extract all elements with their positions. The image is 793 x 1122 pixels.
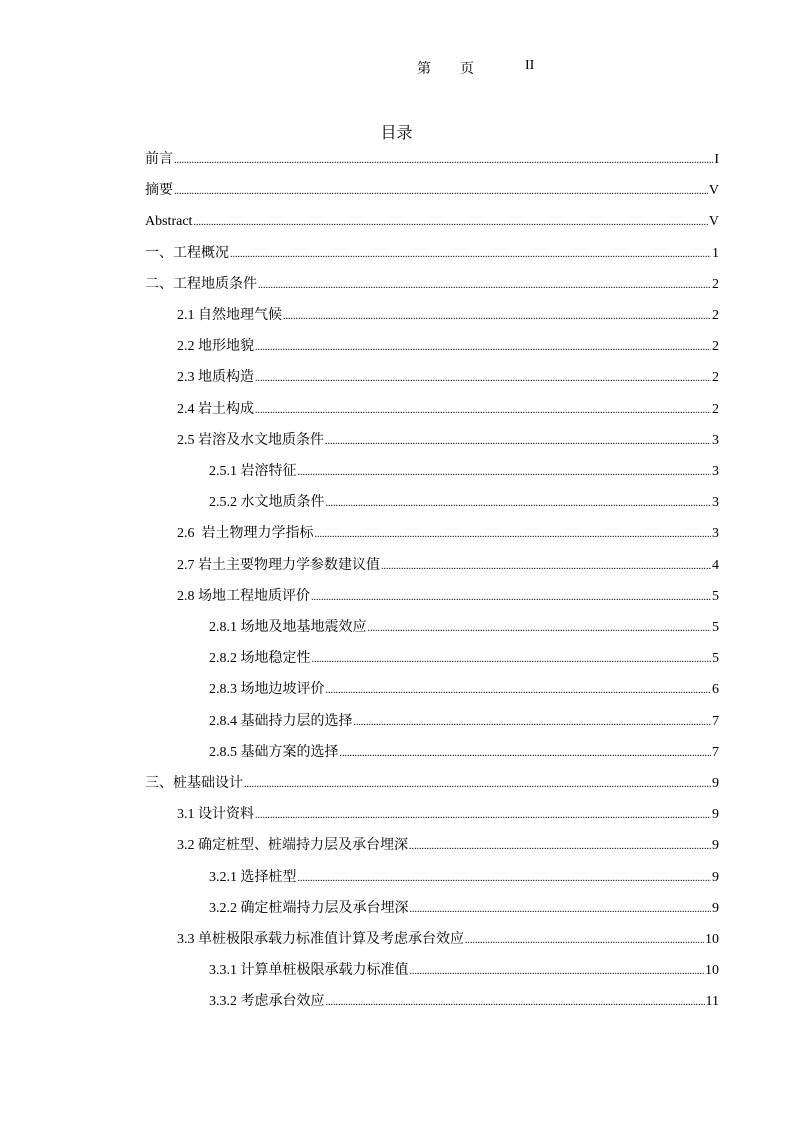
toc-dot-leader — [409, 835, 711, 859]
toc-entry-label: 摘要 — [145, 183, 173, 199]
toc-dot-leader — [368, 617, 712, 641]
toc-entry-page: 7 — [712, 713, 719, 729]
toc-entry-page: 9 — [712, 807, 719, 823]
toc-entry[interactable] — [209, 741, 719, 765]
toc-dot-leader — [255, 804, 711, 828]
toc-dot-leader — [193, 211, 707, 235]
toc-entry-label: 2.8.3 场地边坡评价 — [209, 682, 325, 698]
toc-dot-leader — [255, 399, 711, 423]
toc-entry-label: 2.8.1 场地及地基地震效应 — [209, 620, 367, 635]
toc-dot-leader — [244, 773, 711, 797]
toc-entry-label: 3.3 单桩极限承载力标准值计算及考虑承台效应 — [177, 932, 464, 947]
toc-dot-leader — [326, 991, 705, 1015]
toc-entry-label: 3.2.1 选择桩型 — [209, 869, 297, 885]
toc-entry-page: 9 — [712, 869, 719, 885]
toc-entry-page: 3 — [712, 495, 719, 511]
toc-dot-leader — [325, 430, 711, 454]
toc-dot-leader — [283, 305, 711, 329]
toc-dot-leader — [174, 180, 708, 204]
toc-entry-label: 2.4 岩土构成 — [177, 401, 254, 417]
toc-entry-label: 2.5.2 水文地质条件 — [209, 495, 325, 511]
toc-entry[interactable] — [145, 273, 719, 297]
page-header — [0, 58, 793, 80]
toc-entry[interactable] — [209, 460, 719, 484]
toc-dot-leader — [312, 648, 712, 672]
toc-entry[interactable] — [145, 242, 719, 266]
toc-entry-label: 前言 — [145, 152, 173, 167]
toc-entry[interactable] — [209, 866, 719, 890]
toc-entry[interactable] — [145, 210, 719, 234]
toc-entry-page: 1 — [712, 245, 719, 261]
toc-entry-label: 3.3.1 计算单桩极限承载力标准值 — [209, 963, 409, 979]
toc-entry[interactable] — [145, 772, 719, 796]
toc-entry-label: 2.5 岩溶及水文地质条件 — [177, 432, 324, 448]
toc-dot-leader — [410, 960, 705, 984]
toc-title: 目录 — [380, 125, 413, 142]
toc-entry-label: 2.5.1 岩溶特征 — [209, 464, 297, 479]
toc-entry-page: V — [708, 183, 719, 199]
toc-entry[interactable] — [209, 616, 719, 640]
toc-entry[interactable] — [209, 647, 719, 671]
toc-entry-page: 4 — [712, 557, 719, 573]
toc-entry-page: 5 — [712, 651, 719, 667]
toc-entry-page: 2 — [712, 401, 719, 417]
toc-entry-page: 11 — [705, 994, 719, 1010]
toc-entry-label: 二、工程地质条件 — [145, 276, 257, 292]
toc-entry-label: 3.2.2 确定桩端持力层及承台埋深 — [209, 900, 409, 916]
toc-entry-page: 3 — [712, 464, 719, 479]
toc-entry-label: 2.8 场地工程地质评价 — [177, 588, 310, 604]
toc-entry-label: 3.2 确定桩型、桩端持力层及承台埋深 — [177, 838, 408, 854]
toc-entry[interactable] — [177, 304, 719, 328]
toc-dot-leader — [298, 461, 712, 485]
toc-entry[interactable] — [177, 366, 719, 390]
toc-entry-label: Abstract — [145, 214, 193, 230]
toc-entry-page: 3 — [712, 432, 719, 448]
toc-entry-label: 一、工程概况 — [145, 245, 229, 261]
toc-entry[interactable] — [177, 834, 719, 858]
toc-entry-page: 6 — [712, 682, 719, 698]
toc-dot-leader — [298, 867, 712, 891]
toc-dot-leader — [174, 149, 713, 173]
header-page-number: II — [525, 58, 535, 73]
toc-entry-page: 9 — [712, 776, 719, 791]
toc-entry-page: 9 — [712, 900, 719, 916]
toc-entry[interactable] — [209, 959, 719, 983]
toc-entry[interactable] — [177, 928, 719, 952]
toc-dot-leader — [258, 274, 711, 298]
toc-entry-label: 2.8.2 场地稳定性 — [209, 651, 311, 667]
toc-entry[interactable] — [209, 678, 719, 702]
toc-entry-page: 5 — [712, 620, 719, 635]
toc-entry[interactable] — [177, 522, 719, 546]
toc-entry[interactable] — [209, 990, 719, 1014]
toc-entry-label: 2.8.4 基础持力层的选择 — [209, 713, 353, 729]
toc-entry[interactable] — [177, 429, 719, 453]
toc-entry-page: 3 — [712, 526, 719, 542]
toc-entry-label: 2.1 自然地理气候 — [177, 308, 282, 323]
header-ye: 页 — [460, 62, 474, 77]
toc-entry-page: 10 — [705, 932, 719, 947]
toc-entry-page: 9 — [712, 838, 719, 854]
toc-dot-leader — [230, 243, 711, 267]
toc-entry[interactable] — [177, 585, 719, 609]
toc-entry[interactable] — [145, 179, 719, 203]
toc-dot-leader — [255, 367, 711, 391]
toc-dot-leader — [326, 492, 712, 516]
toc-entry[interactable] — [209, 491, 719, 515]
toc-entry-page: 5 — [712, 588, 719, 604]
toc-entry-page: 10 — [705, 963, 719, 979]
toc-entry-label: 2.2 地形地貌 — [177, 339, 254, 355]
toc-entry-page: 2 — [712, 339, 719, 355]
toc-entry-label: 2.6 岩土物理力学指标 — [177, 526, 314, 542]
toc-dot-leader — [381, 555, 711, 579]
toc-entry-page: V — [708, 214, 719, 230]
toc-entry[interactable] — [177, 554, 719, 578]
toc-dot-leader — [410, 898, 712, 922]
toc-entry[interactable] — [209, 710, 719, 734]
toc-entry-label: 2.7 岩土主要物理力学参数建议值 — [177, 557, 380, 573]
toc-entry-page: 2 — [712, 370, 719, 386]
toc-dot-leader — [311, 586, 711, 610]
toc-dot-leader — [315, 523, 712, 547]
toc-entry[interactable] — [177, 803, 719, 827]
toc-dot-leader — [354, 711, 712, 735]
toc-entry-label: 2.8.5 基础方案的选择 — [209, 744, 339, 760]
toc-dot-leader — [465, 929, 704, 953]
toc-entry-page: 2 — [712, 276, 719, 292]
toc-dot-leader — [326, 679, 712, 703]
toc-dot-leader — [340, 742, 712, 766]
toc-entry[interactable] — [209, 897, 719, 921]
toc-entry-page: 7 — [712, 744, 719, 760]
toc-entry-label: 3.3.2 考虑承台效应 — [209, 994, 325, 1010]
toc-dot-leader — [255, 336, 711, 360]
toc-entry-page: I — [714, 152, 719, 167]
toc-entry[interactable] — [177, 335, 719, 359]
toc-entry-label: 2.3 地质构造 — [177, 370, 254, 386]
toc-entry[interactable] — [145, 148, 719, 172]
toc-entry-label: 3.1 设计资料 — [177, 807, 254, 823]
header-di: 第 — [417, 62, 431, 77]
toc-entry-label: 三、桩基础设计 — [145, 776, 243, 791]
toc-entry-page: 2 — [712, 308, 719, 323]
toc-entry[interactable] — [177, 398, 719, 422]
